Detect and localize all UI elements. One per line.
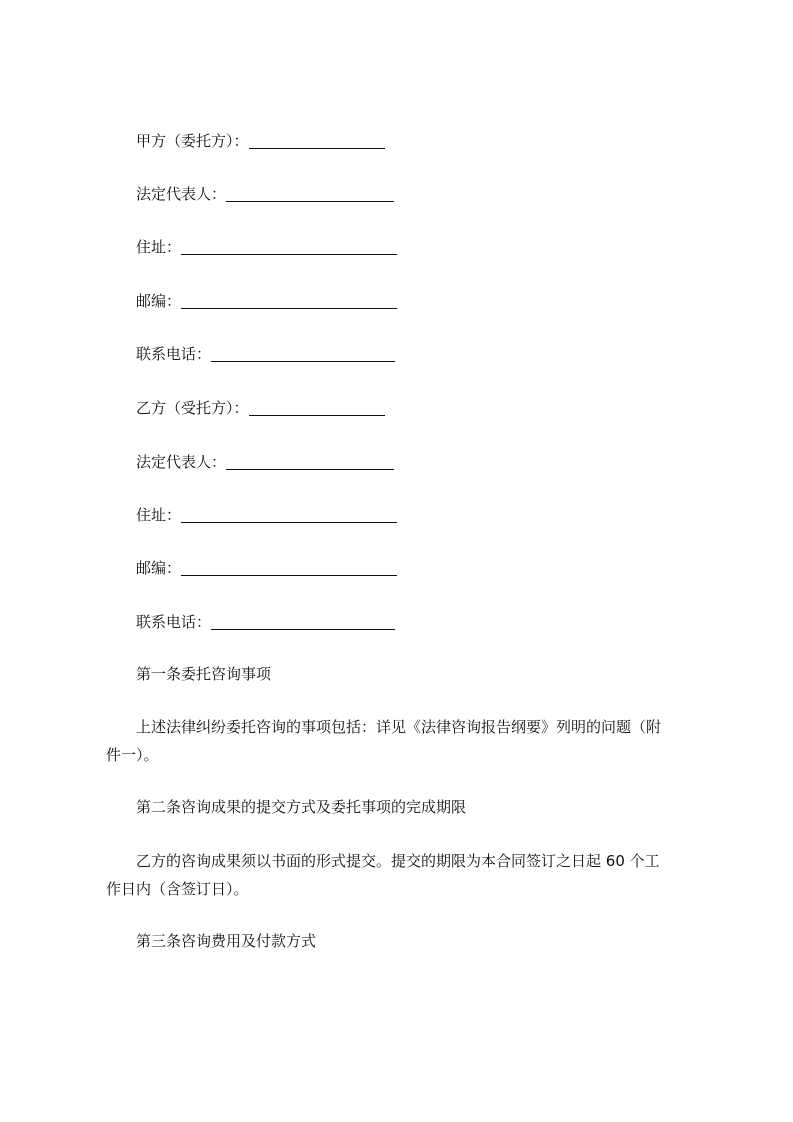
article1-heading: 第一条委托咨询事项 (136, 665, 272, 683)
party-b-rep-label: 法定代表人： (136, 453, 227, 471)
party-a-address-blank (181, 240, 397, 255)
party-b-label: 乙方（受托方）： (136, 399, 249, 417)
party-b-phone-line (136, 612, 395, 632)
party-a-rep-label: 法定代表人： (136, 185, 227, 203)
party-a-label: 甲方（委托方）： (136, 132, 249, 150)
party-a-postcode-line (136, 291, 397, 311)
party-a-blank (249, 134, 385, 149)
party-b-line (136, 398, 385, 418)
party-b-postcode-label: 邮编： (136, 559, 182, 577)
party-a-address-line (136, 237, 397, 257)
party-b-address-label: 住址： (136, 506, 182, 524)
party-b-blank (249, 401, 385, 416)
party-b-phone-blank (211, 615, 395, 630)
party-b-rep-line (136, 452, 394, 472)
party-b-postcode-line (136, 558, 397, 578)
party-a-phone-blank (211, 347, 395, 362)
party-a-postcode-blank (181, 294, 397, 309)
article1-body: 上述法律纠纷委托咨询的事项包括：详见《法律咨询报告纲要》列明的问题（附件一）。 (106, 718, 662, 764)
article2-body: 乙方的咨询成果须以书面的形式提交。提交的期限为本合同签订之日起 60 个工作日内（含签订日）。 (106, 852, 660, 898)
party-a-rep-blank (226, 187, 394, 202)
party-a-postcode-label: 邮编： (136, 292, 182, 310)
party-b-address-blank (181, 508, 397, 523)
party-b-address-line (136, 505, 397, 525)
party-a-rep-line (136, 184, 394, 204)
party-a-address-label: 住址： (136, 238, 182, 256)
party-b-phone-label: 联系电话： (136, 613, 212, 631)
party-b-postcode-blank (181, 561, 397, 576)
party-a-line (136, 131, 385, 151)
article2-heading: 第二条咨询成果的提交方式及委托事项的完成期限 (136, 798, 467, 816)
party-a-phone-label: 联系电话： (136, 345, 212, 363)
party-a-phone-line (136, 344, 395, 364)
party-b-rep-blank (226, 455, 394, 470)
article3-heading: 第三条咨询费用及付款方式 (136, 932, 317, 950)
